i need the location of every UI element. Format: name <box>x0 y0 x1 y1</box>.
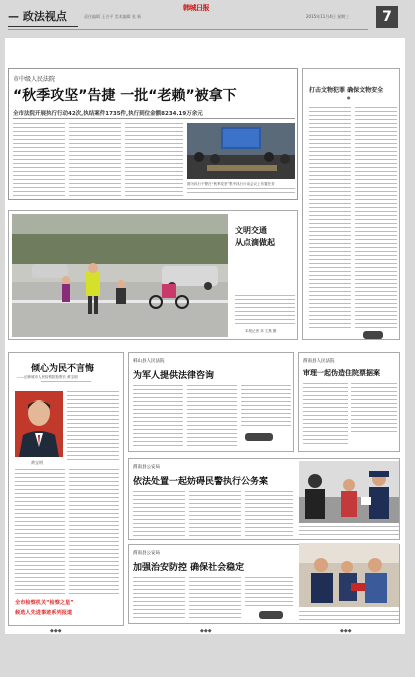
side-body-col2 <box>355 107 397 329</box>
section-title: — 政法视点 <box>8 10 67 23</box>
police1-kicker: 渭南县公安局 <box>133 465 160 470</box>
traffic-photo <box>12 214 228 337</box>
police2-photo-caption <box>299 611 399 621</box>
police2-headline: 加强治安防控 确保社会稳定 <box>133 563 245 573</box>
profile-body-left <box>15 469 65 595</box>
newspaper-logo: 韩城日报 <box>183 4 209 12</box>
police-story-2 <box>128 544 400 624</box>
traffic-headline-line2: 从点滴做起 <box>235 238 275 247</box>
side-body-col1 <box>309 107 351 329</box>
police1-body-col1 <box>133 491 185 537</box>
legal-story <box>128 352 294 452</box>
court-body-col2 <box>351 383 397 433</box>
lead-rule <box>13 118 295 119</box>
lead-body-col2 <box>69 123 121 197</box>
police2-kicker: 渭南县公安局 <box>133 551 160 556</box>
profile-banner-line2: 候选人先进事迹系列报道 <box>15 610 73 616</box>
lead-photo <box>187 123 295 179</box>
side-column <box>302 68 400 340</box>
profile-banner-line1: 全市检察机关“检察之星” <box>15 600 74 606</box>
page-number: 7 <box>376 6 398 28</box>
side-end-icon <box>363 331 383 339</box>
police1-body-col3 <box>245 491 293 537</box>
legal-body-col1 <box>133 385 183 447</box>
lead-body-col1 <box>13 123 65 197</box>
police2-body-col1 <box>133 577 185 621</box>
legal-headline: 为军人提供法律咨询 <box>133 371 215 381</box>
lead-story <box>8 68 298 200</box>
court-story <box>298 352 400 452</box>
traffic-story <box>8 210 298 340</box>
footer-ornament-1: ◆◆◆ <box>50 628 62 634</box>
profile-sub: ——记韩城市人民检察院检察长 黄宝明 <box>17 375 78 379</box>
lead-subhead: 全市法院开展执行行动42次,执结案件1735件,执行到位金额8234.19万余元 <box>13 111 203 117</box>
police1-headline: 依法处置一起妨碍民警执行公务案 <box>133 477 269 487</box>
lead-kicker: 市中级人民法院 <box>13 76 56 83</box>
lead-body-col3 <box>125 123 183 197</box>
traffic-credit: 本报记者 邓 王燕 摄 <box>245 329 277 333</box>
profile-byline-line <box>41 381 91 384</box>
lead-headline: “秋季攻坚”告捷 一批“老赖”被拿下 <box>13 88 237 104</box>
side-byline: ● <box>347 95 351 100</box>
court-headline: 审理一起伪造住院票据案 <box>303 369 380 377</box>
police2-body-col2 <box>189 577 241 621</box>
profile-person-name: 黄宝明 <box>31 460 43 465</box>
court-body-col1 <box>303 383 348 447</box>
masthead <box>0 0 415 38</box>
side-headline: 打击文物犯罪 确保文物安全 <box>309 87 384 94</box>
profile-portrait <box>15 391 63 457</box>
traffic-headline-line1: 文明交通 <box>235 226 267 235</box>
section-rule <box>8 26 78 27</box>
lead-caption-lines <box>187 188 295 196</box>
police1-body-col2 <box>189 491 241 537</box>
profile-story <box>8 352 124 626</box>
court-kicker: 渭南县人民法院 <box>303 359 335 364</box>
police-story-1 <box>128 458 400 540</box>
traffic-body <box>235 295 295 327</box>
masthead-rule <box>8 29 368 30</box>
legal-body-col3 <box>241 385 291 427</box>
footer-ornament-2: ◆◆◆ <box>200 628 212 634</box>
legal-end-icon <box>245 433 273 441</box>
section-editors: 责任编辑 王吉平 美术编辑 张 新 <box>84 14 142 19</box>
profile-body-right <box>67 391 119 463</box>
police2-body-col3 <box>245 577 293 607</box>
footer-ornament-3: ◆◆◆ <box>340 628 352 634</box>
police1-photo <box>299 461 399 523</box>
profile-headline: 倾心为民不言悔 <box>31 364 95 374</box>
legal-body-col2 <box>187 385 237 447</box>
legal-kicker: 韩山县人民法院 <box>133 359 165 364</box>
police1-photo-caption <box>299 526 399 538</box>
lead-photo-caption: 图为执行干警在“秋季攻坚”集中执行行动会议上布置任务 <box>187 182 275 186</box>
profile-banner <box>13 599 119 623</box>
profile-body-right2 <box>69 469 119 595</box>
issue-date: 2015年11月4日 星期三 <box>306 14 350 19</box>
police2-end-icon <box>259 611 283 619</box>
police2-photo <box>299 543 399 607</box>
